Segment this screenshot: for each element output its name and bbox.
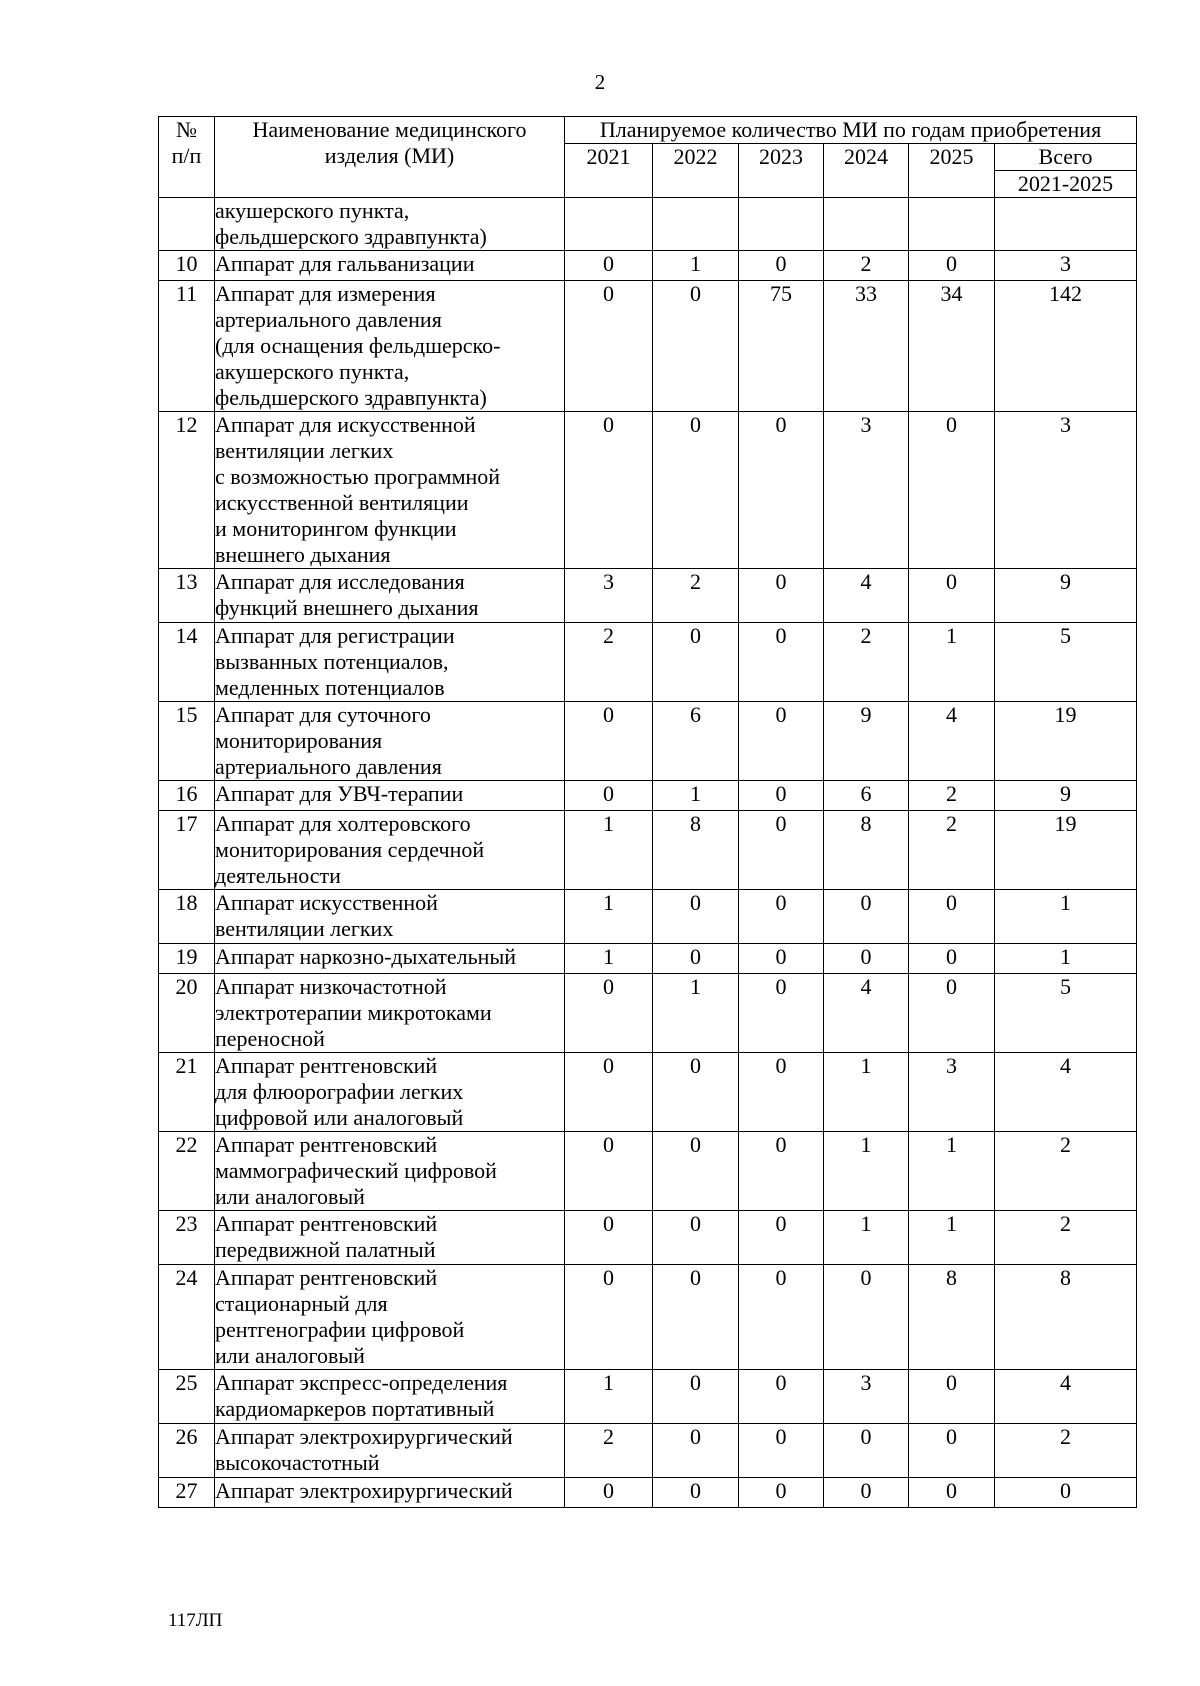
row-number: 13 [159,569,215,623]
qty-cell: 0 [739,1265,824,1370]
qty-cell: 0 [739,974,824,1053]
header-planned: Планируемое количество МИ по годам приобретения [565,117,1137,144]
device-name: акушерского пункта, фельдшерского здравпункта) [215,198,565,251]
qty-cell: 1 [909,1132,995,1211]
table-row [159,1053,1137,1132]
total-cell: 8 [995,1265,1137,1370]
qty-cell: 0 [909,974,995,1053]
qty-cell: 0 [739,811,824,890]
table-row [159,1132,1137,1211]
qty-cell: 0 [909,1424,995,1478]
qty-cell: 0 [653,1053,739,1132]
header-num: № п/п [159,117,215,198]
device-name: Аппарат для регистрации вызванных потенциалов, медленных потенциалов [215,623,565,702]
device-name: Аппарат для измерения артериального давления (для оснащения фельдшерско- акушерского пункта, фельдшерского здравпункта) [215,281,565,412]
qty-cell: 0 [653,1132,739,1211]
total-cell [995,198,1137,251]
table-row [159,251,1137,281]
qty-cell: 3 [824,412,909,569]
qty-cell: 0 [565,1053,653,1132]
qty-cell: 9 [824,702,909,781]
qty-cell: 1 [909,1211,995,1265]
qty-cell: 2 [565,1424,653,1478]
qty-cell: 0 [739,1132,824,1211]
qty-cell: 8 [909,1265,995,1370]
qty-cell: 8 [653,811,739,890]
total-cell: 1 [995,890,1137,944]
table-row [159,281,1137,412]
qty-cell: 2 [824,623,909,702]
table-row [159,944,1137,974]
total-cell: 19 [995,702,1137,781]
table-row [159,623,1137,702]
device-name: Аппарат электрохирургический [215,1478,565,1508]
qty-cell: 0 [653,1265,739,1370]
qty-cell: 0 [824,890,909,944]
device-name: Аппарат рентгеновский для флюорографии легких цифровой или аналоговый [215,1053,565,1132]
qty-cell: 0 [565,1132,653,1211]
row-number: 21 [159,1053,215,1132]
qty-cell: 0 [739,1370,824,1424]
total-cell: 4 [995,1370,1137,1424]
header-total-range: 2021-2025 [995,171,1137,198]
total-cell: 2 [995,1132,1137,1211]
header-year-2025: 2025 [909,144,995,198]
row-number: 23 [159,1211,215,1265]
qty-cell: 1 [653,251,739,281]
qty-cell: 4 [909,702,995,781]
row-number: 14 [159,623,215,702]
table-header [159,117,1137,198]
page-number: 2 [594,70,606,94]
qty-cell: 4 [824,569,909,623]
footer-code: 117ЛП [168,1610,223,1631]
qty-cell: 0 [739,1478,824,1508]
qty-cell [653,198,739,251]
qty-cell: 0 [565,702,653,781]
qty-cell: 1 [824,1211,909,1265]
qty-cell: 0 [909,251,995,281]
qty-cell: 1 [565,944,653,974]
row-number: 17 [159,811,215,890]
table-row [159,890,1137,944]
qty-cell: 0 [565,412,653,569]
device-name: Аппарат для гальванизации [215,251,565,281]
header-total: Всего [995,144,1137,171]
qty-cell [565,198,653,251]
qty-cell: 0 [565,1211,653,1265]
qty-cell: 1 [653,974,739,1053]
qty-cell: 2 [565,623,653,702]
total-cell: 5 [995,623,1137,702]
total-cell: 2 [995,1424,1137,1478]
qty-cell: 0 [739,251,824,281]
table-row [159,569,1137,623]
table-body [159,198,1137,1508]
device-name: Аппарат для исследования функций внешнего дыхания [215,569,565,623]
qty-cell: 0 [565,781,653,811]
qty-cell [909,198,995,251]
total-cell: 3 [995,251,1137,281]
qty-cell: 0 [653,1370,739,1424]
header-year-2024: 2024 [824,144,909,198]
table-row [159,1265,1137,1370]
row-number: 26 [159,1424,215,1478]
row-number: 15 [159,702,215,781]
total-cell: 0 [995,1478,1137,1508]
qty-cell: 0 [739,569,824,623]
qty-cell: 3 [824,1370,909,1424]
qty-cell: 0 [653,1424,739,1478]
qty-cell: 6 [824,781,909,811]
qty-cell: 0 [739,623,824,702]
qty-cell: 0 [653,1478,739,1508]
device-name: Аппарат рентгеновский маммографический цифровой или аналоговый [215,1132,565,1211]
total-cell: 142 [995,281,1137,412]
total-cell: 2 [995,1211,1137,1265]
row-number: 20 [159,974,215,1053]
qty-cell: 3 [909,1053,995,1132]
table-row [159,1478,1137,1508]
row-number: 11 [159,281,215,412]
table-row [159,198,1137,251]
table-row [159,1424,1137,1478]
qty-cell: 75 [739,281,824,412]
qty-cell: 0 [653,1211,739,1265]
qty-cell: 0 [824,944,909,974]
device-name: Аппарат для искусственной вентиляции легких с возможностью программной искусственной вентиляции и мониторингом функции внешнего дыхания [215,412,565,569]
device-name: Аппарат для УВЧ-терапии [215,781,565,811]
qty-cell: 0 [909,412,995,569]
device-name: Аппарат для холтеровского мониторирования сердечной деятельности [215,811,565,890]
qty-cell: 33 [824,281,909,412]
qty-cell: 0 [909,1478,995,1508]
qty-cell: 4 [824,974,909,1053]
qty-cell: 0 [565,281,653,412]
table-row [159,781,1137,811]
qty-cell [824,198,909,251]
qty-cell: 34 [909,281,995,412]
table-row [159,702,1137,781]
total-cell: 1 [995,944,1137,974]
row-number: 25 [159,1370,215,1424]
qty-cell: 1 [824,1132,909,1211]
row-number: 18 [159,890,215,944]
device-name: Аппарат наркозно-дыхательный [215,944,565,974]
qty-cell: 0 [565,251,653,281]
row-number: 24 [159,1265,215,1370]
total-cell: 4 [995,1053,1137,1132]
row-number [159,198,215,251]
qty-cell: 0 [739,1424,824,1478]
row-number: 10 [159,251,215,281]
qty-cell: 1 [565,1370,653,1424]
qty-cell: 8 [824,811,909,890]
qty-cell: 0 [653,944,739,974]
qty-cell: 0 [739,890,824,944]
device-name: Аппарат для суточного мониторирования артериального давления [215,702,565,781]
qty-cell: 0 [909,569,995,623]
qty-cell: 0 [739,412,824,569]
qty-cell: 0 [653,281,739,412]
row-number: 12 [159,412,215,569]
device-name: Аппарат экспресс-определения кардиомаркеров портативный [215,1370,565,1424]
qty-cell: 1 [565,811,653,890]
qty-cell: 1 [909,623,995,702]
qty-cell: 2 [653,569,739,623]
header-name: Наименование медицинского изделия (МИ) [215,117,565,198]
equipment-table [158,116,1137,1508]
qty-cell: 0 [739,1053,824,1132]
row-number: 16 [159,781,215,811]
total-cell: 3 [995,412,1137,569]
qty-cell: 0 [824,1265,909,1370]
qty-cell: 3 [565,569,653,623]
qty-cell [739,198,824,251]
qty-cell: 1 [824,1053,909,1132]
qty-cell: 2 [909,811,995,890]
qty-cell: 0 [909,890,995,944]
qty-cell: 0 [739,702,824,781]
qty-cell: 0 [565,974,653,1053]
table-row [159,1211,1137,1265]
device-name: Аппарат рентгеновский стационарный для рентгенографии цифровой или аналоговый [215,1265,565,1370]
device-name: Аппарат искусственной вентиляции легких [215,890,565,944]
qty-cell: 0 [739,944,824,974]
qty-cell: 0 [739,1211,824,1265]
table-row [159,811,1137,890]
qty-cell: 0 [909,1370,995,1424]
device-name: Аппарат электрохирургический высокочастотный [215,1424,565,1478]
qty-cell: 0 [653,623,739,702]
header-year-2023: 2023 [739,144,824,198]
qty-cell: 0 [565,1265,653,1370]
qty-cell: 0 [653,890,739,944]
row-number: 19 [159,944,215,974]
total-cell: 9 [995,569,1137,623]
qty-cell: 1 [653,781,739,811]
table-row [159,412,1137,569]
row-number: 22 [159,1132,215,1211]
table-row [159,974,1137,1053]
qty-cell: 0 [565,1478,653,1508]
device-name: Аппарат рентгеновский передвижной палатный [215,1211,565,1265]
qty-cell: 0 [824,1424,909,1478]
header-year-2021: 2021 [565,144,653,198]
qty-cell: 0 [653,412,739,569]
qty-cell: 6 [653,702,739,781]
row-number: 27 [159,1478,215,1508]
qty-cell: 0 [739,781,824,811]
qty-cell: 0 [909,944,995,974]
total-cell: 19 [995,811,1137,890]
qty-cell: 2 [824,251,909,281]
total-cell: 5 [995,974,1137,1053]
header-year-2022: 2022 [653,144,739,198]
qty-cell: 1 [565,890,653,944]
device-name: Аппарат низкочастотной электротерапии микротоками переносной [215,974,565,1053]
qty-cell: 2 [909,781,995,811]
total-cell: 9 [995,781,1137,811]
table-row [159,1370,1137,1424]
qty-cell: 0 [824,1478,909,1508]
